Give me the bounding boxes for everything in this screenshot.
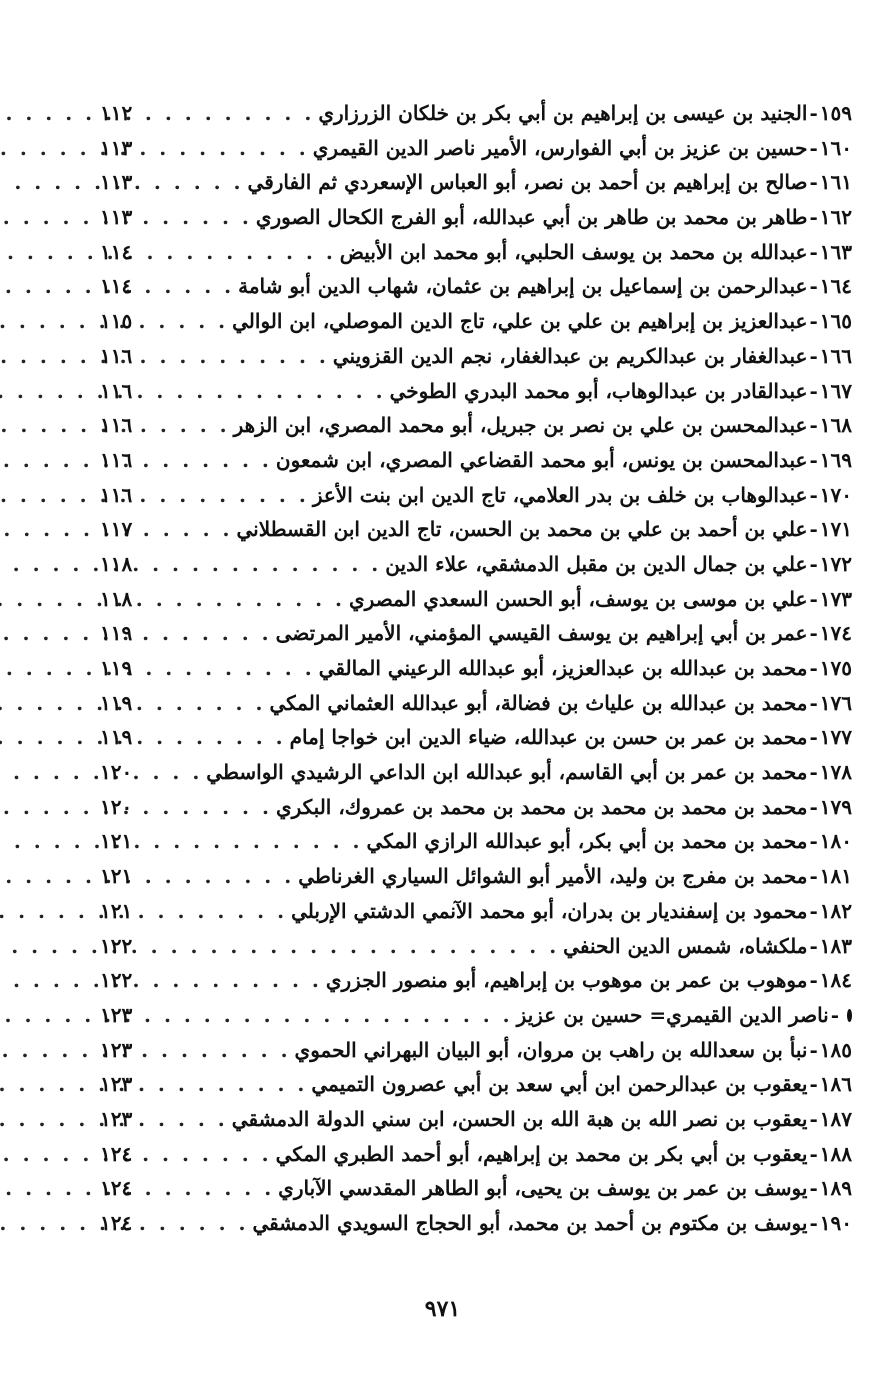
entry-dash: - xyxy=(809,378,818,403)
toc-entry xyxy=(100,755,852,790)
entry-number: ١٨٥ xyxy=(819,1037,852,1062)
toc-entry xyxy=(100,824,852,859)
dot-leader xyxy=(156,1137,276,1172)
toc-entry xyxy=(100,686,852,721)
entry-page-number: ١٢٤ xyxy=(100,1141,133,1166)
toc-entry xyxy=(100,1033,852,1068)
entry-title: محمد بن عمر بن حسن بن عبدالله، ضياء الدين ابن خواجا إمام xyxy=(289,725,808,750)
entry-title: طاهر بن محمد بن طاهر بن أبي عبدالله، أبو الفرج الكحال الصوري xyxy=(255,205,808,230)
entry-dash: - xyxy=(809,1106,818,1131)
toc-entry xyxy=(100,1137,852,1172)
dot-leader xyxy=(156,408,234,443)
entry-dash: - xyxy=(809,205,818,230)
entry-dash: - xyxy=(809,239,818,264)
toc-entry xyxy=(100,339,852,374)
entry-title: عمر بن أبي إبراهيم بن يوسف القيسي المؤمني، الأمير المرتضى xyxy=(275,621,808,646)
entry-number: ١٧٧ xyxy=(819,725,852,750)
dot-leader xyxy=(156,790,276,825)
entry-page-number: ١١٩ xyxy=(100,621,133,646)
dot-leader xyxy=(156,443,276,478)
toc-entry xyxy=(100,408,852,443)
entry-title: نبأ بن سعدالله بن راهب بن مروان، أبو البيان البهراني الحموي xyxy=(294,1037,808,1062)
dot-leader xyxy=(156,269,238,304)
entry-number: ١٦٠ xyxy=(819,135,852,160)
entry-dash: - xyxy=(809,1037,818,1062)
toc-entry xyxy=(100,998,852,1033)
entry-dash: - xyxy=(809,1211,818,1235)
toc-entry xyxy=(100,859,852,894)
entry-page-number: ١١٨ xyxy=(100,586,133,611)
entry-number: ١٨٦ xyxy=(819,1072,852,1097)
entry-dash: - xyxy=(809,898,818,923)
entry-number: ١٨٨ xyxy=(819,1141,852,1166)
dot-leader xyxy=(156,200,256,235)
entry-dash: - xyxy=(809,517,818,542)
entry-title: يعقوب بن عبدالرحمن ابن أبي سعد بن أبي عصرون التميمي xyxy=(311,1072,808,1097)
entry-title: علي بن موسى بن يوسف، أبو الحسن السعدي المصري xyxy=(349,586,808,611)
entry-title: عبدالله بن محمد بن يوسف الحلبي، أبو محمد ابن الأبيض xyxy=(339,239,808,264)
dot-leader xyxy=(156,963,326,998)
entry-dash: - xyxy=(809,656,818,680)
entry-title: يعقوب بن نصر الله بن هبة الله بن الحسن، ابن سني الدولة الدمشقي xyxy=(231,1106,808,1131)
entry-page-number: ١٢٣ xyxy=(100,1002,133,1027)
entry-number: ١٧٢ xyxy=(819,551,852,576)
entry-number: ١٧٤ xyxy=(819,621,852,646)
entry-dash: - xyxy=(830,1002,840,1027)
entry-number: ١٩٠ xyxy=(819,1211,852,1235)
entry-dash: - xyxy=(809,864,818,889)
dot-leader xyxy=(156,131,313,166)
entry-dash: - xyxy=(809,309,818,334)
dot-leader xyxy=(156,1067,311,1102)
entry-page-number: ١١٦ xyxy=(100,378,133,403)
entry-number: ١٨٢ xyxy=(819,898,852,923)
dot-leader xyxy=(156,929,563,964)
toc-entry xyxy=(100,929,852,964)
toc-entry xyxy=(100,374,852,409)
entry-dash: - xyxy=(809,343,818,368)
entry-dash: - xyxy=(809,794,818,819)
entry-page-number: ١٢١ xyxy=(100,829,133,854)
entry-dash: - xyxy=(809,933,818,958)
entry-page-number: ١١٩ xyxy=(100,656,133,680)
toc-entry xyxy=(100,478,852,513)
dot-leader xyxy=(156,512,236,547)
entry-page-number: ١١٦ xyxy=(100,447,133,472)
entry-page-number: ١١٦ xyxy=(100,413,133,438)
entry-number: ١٨٤ xyxy=(819,968,852,993)
entry-number: ١٧٣ xyxy=(819,586,852,611)
toc-entry xyxy=(100,720,852,755)
entry-number: ١٧٨ xyxy=(819,760,852,785)
entry-number: ١٦٧ xyxy=(819,378,852,403)
dot-leader xyxy=(156,686,269,721)
toc-entry xyxy=(100,512,852,547)
dot-leader xyxy=(156,478,313,513)
entry-page-number: ١١٣ xyxy=(100,135,133,160)
toc-entry xyxy=(100,1067,852,1102)
entry-dash: - xyxy=(809,621,818,646)
entry-number: ١٦٥ xyxy=(819,309,852,334)
entry-page-number: ١١٤ xyxy=(100,239,133,264)
entry-title: عبدالوهاب بن خلف بن بدر العلامي، تاج الدين ابن بنت الأعز xyxy=(312,482,808,507)
entry-dash: - xyxy=(809,968,818,993)
entry-title: محمد بن عمر بن أبي القاسم، أبو عبدالله ابن الداعي الرشيدي الواسطي xyxy=(206,760,808,785)
entry-page-number: ١٢١ xyxy=(100,864,133,889)
entry-dash: - xyxy=(809,1072,818,1097)
entry-title: موهوب بن عمر بن موهوب بن إبراهيم، أبو منصور الجزري xyxy=(325,968,808,993)
dot-leader xyxy=(156,894,291,929)
entry-title: يوسف بن عمر بن يوسف بن يحيى، أبو الطاهر المقدسي الآباري xyxy=(278,1176,808,1201)
toc-entry xyxy=(100,1102,852,1137)
entry-title: محمود بن إسفنديار بن بدران، أبو محمد الآنمي الدشتي الإربلي xyxy=(291,898,808,923)
entry-page-number: ١٢٣ xyxy=(100,1037,133,1062)
entry-title: ملكشاه، شمس الدين الحنفي xyxy=(563,933,808,958)
toc-entry xyxy=(100,894,852,929)
entry-page-number: ١١٣ xyxy=(100,205,133,230)
dot-leader xyxy=(156,651,319,686)
entry-dash: - xyxy=(809,274,818,299)
entry-page-number: ١٢٤ xyxy=(100,1211,133,1235)
entry-title: عبدالغفار بن عبدالكريم بن عبدالغفار، نجم الدين القزويني xyxy=(332,343,808,368)
toc-entry xyxy=(100,651,852,686)
toc-entry xyxy=(100,304,852,339)
dot-leader xyxy=(156,998,517,1033)
entry-number: ١٨٩ xyxy=(819,1176,852,1201)
entry-number: ١٦٨ xyxy=(819,413,852,438)
entry-number: ١٧٦ xyxy=(819,690,852,715)
entry-number: ١٧٠ xyxy=(819,482,852,507)
entry-number: ١٧١ xyxy=(819,517,852,542)
dot-leader xyxy=(156,96,318,131)
dot-leader xyxy=(156,824,367,859)
entry-number: ١٧٩ xyxy=(819,794,852,819)
entry-dash: - xyxy=(809,760,818,785)
toc-entry xyxy=(100,443,852,478)
entry-page-number: ١٢٤ xyxy=(100,1176,133,1201)
entry-page-number: ١١٦ xyxy=(100,482,133,507)
toc-entry xyxy=(100,1206,852,1241)
toc-entry xyxy=(100,96,852,131)
dot-leader xyxy=(156,547,385,582)
dot-leader xyxy=(156,582,349,617)
entry-page-number: ١١٧ xyxy=(100,517,133,542)
entry-dash: - xyxy=(809,101,818,125)
toc-entry xyxy=(100,131,852,166)
entry-title: عبدالقادر بن عبدالوهاب، أبو محمد البدري الطوخي xyxy=(389,378,808,403)
entry-title: محمد بن محمد بن محمد بن محمد بن محمد بن عمروك، البكري xyxy=(275,794,808,819)
entry-dash: - xyxy=(809,482,818,507)
entry-page-number: ١١٣ xyxy=(100,170,133,195)
entry-title: حسين بن عزيز بن أبي الفوارس، الأمير ناصر الدين القيمري xyxy=(312,135,808,160)
dot-leader xyxy=(156,1206,253,1241)
toc-entry xyxy=(100,235,852,270)
entry-dash: - xyxy=(809,1176,818,1201)
toc-entry xyxy=(100,165,852,200)
entry-number: ١٨٧ xyxy=(819,1106,852,1131)
dot-leader xyxy=(156,1033,295,1068)
entry-number: ١٦٦ xyxy=(819,343,852,368)
entry-page-number: ١١٩ xyxy=(100,690,133,715)
toc-entry xyxy=(100,269,852,304)
entry-page-number: ١٢٠ xyxy=(100,794,133,819)
entry-number: ١٥٩ xyxy=(819,101,852,125)
entry-page-number: ١١٥ xyxy=(100,309,133,334)
entry-title: محمد بن عبدالله بن علياث بن فضالة، أبو عبدالله العثماني المكي xyxy=(269,690,808,715)
entry-page-number: ١١٤ xyxy=(100,274,133,299)
toc-entry xyxy=(100,963,852,998)
entry-page-number: ١٢٣ xyxy=(100,1072,133,1097)
entry-title: عبدالعزيز بن إبراهيم بن علي بن علي، تاج الدين الموصلي، ابن الوالي xyxy=(232,309,808,334)
entry-number: ١٨١ xyxy=(819,864,852,889)
toc-entry xyxy=(100,582,852,617)
dot-leader xyxy=(156,1171,278,1206)
toc-entry xyxy=(100,547,852,582)
entry-title: صالح بن إبراهيم بن أحمد بن نصر، أبو العباس الإسعردي ثم الفارقي xyxy=(247,170,808,195)
entry-number: ١٨٠ xyxy=(819,829,852,854)
entry-page-number: ١١٨ xyxy=(100,551,133,576)
entry-number: ١٦٤ xyxy=(819,274,852,299)
page-number: ٩٧١ xyxy=(424,1296,461,1322)
dot-leader xyxy=(156,859,298,894)
entry-page-number: ١١٩ xyxy=(100,725,133,750)
entry-dash: - xyxy=(809,551,818,576)
entry-number: ١٦١ xyxy=(819,170,852,195)
entry-page-number: ١٢٢ xyxy=(100,968,133,993)
entry-dash: - xyxy=(809,447,818,472)
entry-number: ١٦٩ xyxy=(819,447,852,472)
toc-entry xyxy=(100,200,852,235)
toc-entry xyxy=(100,790,852,825)
dot-leader xyxy=(156,755,206,790)
entry-dash: - xyxy=(809,690,818,715)
dot-leader xyxy=(156,339,333,374)
entry-number: ١٦٣ xyxy=(819,239,852,264)
entry-title: محمد بن مفرج بن وليد، الأمير أبو الشوائل السياري الغرناطي xyxy=(298,864,808,889)
entry-page-number: ١١٢ xyxy=(100,101,133,125)
dot-leader xyxy=(156,616,276,651)
entry-dash: - xyxy=(809,170,818,195)
entry-dash: - xyxy=(809,725,818,750)
entry-title: ناصر الدين القيمري= حسين بن عزيز xyxy=(516,1002,829,1027)
toc-list xyxy=(100,96,852,1241)
dot-leader xyxy=(156,720,290,755)
entry-number: ١٧٥ xyxy=(819,656,852,680)
dot-leader xyxy=(156,374,390,409)
entry-title: علي بن جمال الدين بن مقبل الدمشقي، علاء الدين xyxy=(385,551,808,576)
entry-title: محمد بن عبدالله بن عبدالعزيز، أبو عبدالله الرعيني المالقي xyxy=(318,656,808,680)
entry-page-number: ١١٦ xyxy=(100,343,133,368)
entry-title: يعقوب بن أبي بكر بن محمد بن إبراهيم، أبو أحمد الطبري المكي xyxy=(275,1141,808,1166)
bullet-icon xyxy=(847,1009,852,1022)
entry-title: عبدالمحسن بن علي بن نصر بن جبريل، أبو محمد المصري، ابن الزهر xyxy=(233,413,808,438)
entry-dash: - xyxy=(809,586,818,611)
entry-dash: - xyxy=(809,135,818,160)
toc-entry xyxy=(100,1171,852,1206)
dot-leader xyxy=(156,1102,232,1137)
dot-leader xyxy=(156,235,340,270)
entry-title: الجنيد بن عيسى بن إبراهيم بن أبي بكر بن خلكان الزرزاري xyxy=(318,101,808,125)
toc-entry xyxy=(100,616,852,651)
entry-title: عبدالرحمن بن إسماعيل بن إبراهيم بن عثمان، شهاب الدين أبو شامة xyxy=(238,274,808,299)
entry-dash: - xyxy=(809,829,818,854)
entry-title: علي بن أحمد بن علي بن محمد بن الحسن، تاج الدين ابن القسطلاني xyxy=(236,517,808,542)
entry-dash: - xyxy=(809,1141,818,1166)
entry-page-number: ١٢٠ xyxy=(100,760,133,785)
entry-page-number: ١٢٢ xyxy=(100,933,133,958)
entry-title: عبدالمحسن بن يونس، أبو محمد القضاعي المصري، ابن شمعون xyxy=(275,447,808,472)
entry-page-number: ١٢٣ xyxy=(100,1106,133,1131)
dot-leader xyxy=(156,304,232,339)
dot-leader xyxy=(156,165,248,200)
entry-dash: - xyxy=(809,413,818,438)
entry-number: ١٦٢ xyxy=(819,205,852,230)
entry-number: ١٨٣ xyxy=(819,933,852,958)
entry-page-number: ١٢١ xyxy=(100,898,133,923)
entry-title: محمد بن محمد بن أبي بكر، أبو عبدالله الرازي المكي xyxy=(366,829,808,854)
entry-title: يوسف بن مكتوم بن أحمد بن محمد، أبو الحجاج السويدي الدمشقي xyxy=(252,1211,808,1235)
